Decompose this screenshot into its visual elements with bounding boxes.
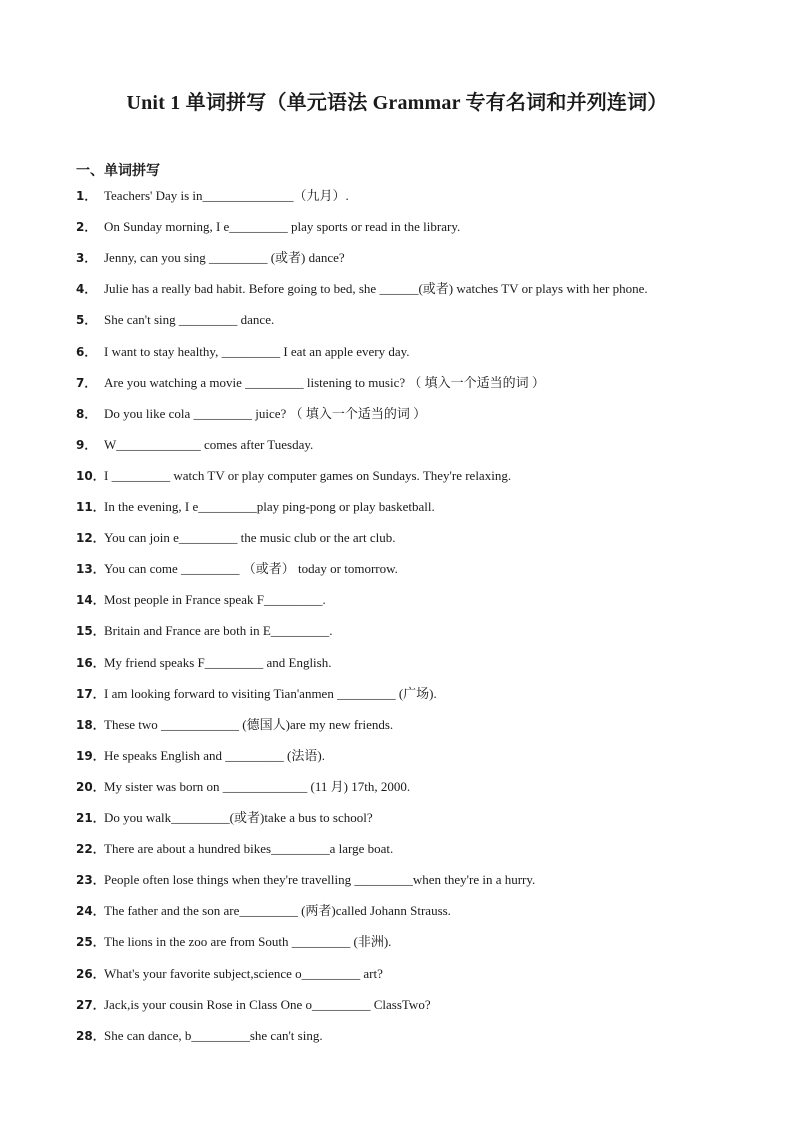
question-item [76, 466, 511, 486]
question-item [76, 373, 545, 393]
question-text: Britain and France are both in E_________. [104, 623, 333, 638]
question-text: Most people in France speak F_________. [104, 592, 326, 607]
question-item [76, 528, 396, 548]
question-number: 16． [76, 656, 105, 670]
question-text: You can join e_________ the music club or the art club. [104, 530, 396, 545]
question-text: W_____________ comes after Tuesday. [104, 437, 314, 452]
question-item [76, 279, 648, 299]
question-number: 12． [76, 531, 105, 545]
question-number: 4． [76, 282, 97, 296]
question-number: 13． [76, 562, 105, 576]
question-item [76, 995, 431, 1015]
question-text: The father and the son are_________ (两者)called Johann Strauss. [104, 903, 451, 918]
question-text: On Sunday morning, I e_________ play sports or read in the library. [104, 219, 461, 234]
question-item [76, 217, 460, 237]
question-text: Are you watching a movie _________ listening to music? （ 填入一个适当的词 ） [104, 375, 545, 390]
question-text: These two ____________ (德国人)are my new friends. [104, 717, 394, 732]
question-text: I want to stay healthy, _________ I eat an apple every day. [104, 344, 410, 359]
question-item [76, 653, 331, 673]
question-text: Do you walk_________(或者)take a bus to school? [104, 810, 373, 825]
question-text: Teachers' Day is in______________（九月）. [104, 188, 349, 203]
question-item [76, 404, 426, 424]
question-number: 1． [76, 189, 97, 203]
question-item [76, 746, 325, 766]
question-item [76, 870, 535, 890]
question-item [76, 964, 383, 984]
question-item [76, 590, 326, 610]
question-text: She can dance, b_________she can't sing. [104, 1028, 323, 1043]
question-number: 14． [76, 593, 105, 607]
question-text: The lions in the zoo are from South _________ (非洲). [104, 934, 392, 949]
question-item [76, 310, 274, 330]
question-text: Julie has a really bad habit. Before going to bed, she ______(或者) watches TV or plays with her phone. [104, 281, 648, 296]
question-item [76, 497, 435, 517]
question-number: 25． [76, 935, 105, 949]
question-item [76, 186, 349, 206]
question-text: Jack,is your cousin Rose in Class One o_________ ClassTwo? [104, 997, 431, 1012]
question-number: 23． [76, 873, 105, 887]
question-text: My sister was born on _____________ (11 月) 17th, 2000. [104, 779, 411, 794]
question-text: There are about a hundred bikes_________a large boat. [104, 841, 394, 856]
question-item [76, 715, 393, 735]
question-number: 5． [76, 313, 97, 327]
question-text: I _________ watch TV or play computer games on Sundays. They're relaxing. [104, 468, 512, 483]
question-item [76, 808, 373, 828]
question-item [76, 248, 345, 268]
question-text: Jenny, can you sing _________ (或者) dance? [104, 250, 345, 265]
question-item [76, 1026, 323, 1046]
question-text: He speaks English and _________ (法语). [104, 748, 325, 763]
question-item [76, 342, 410, 362]
question-item [76, 901, 451, 921]
question-number: 11． [76, 500, 105, 514]
question-item [76, 777, 410, 797]
question-text: People often lose things when they're travelling _________when they're in a hurry. [104, 872, 536, 887]
question-item [76, 621, 333, 641]
question-text: In the evening, I e_________play ping-pong or play basketball. [104, 499, 435, 514]
question-number: 17． [76, 687, 105, 701]
question-number: 7． [76, 376, 97, 390]
question-number: 2． [76, 220, 97, 234]
question-number: 18． [76, 718, 105, 732]
question-number: 27． [76, 998, 105, 1012]
question-item [76, 684, 437, 704]
question-number: 21． [76, 811, 105, 825]
question-number: 22． [76, 842, 105, 856]
question-number: 15． [76, 624, 105, 638]
question-text: What's your favorite subject,science o_________ art? [104, 966, 383, 981]
question-number: 9． [76, 438, 97, 452]
question-text: Do you like cola _________ juice? （ 填入一个适当的词 ） [104, 406, 427, 421]
question-item [76, 839, 393, 859]
question-number: 26． [76, 967, 105, 981]
question-item [76, 559, 398, 579]
question-number: 10． [76, 469, 105, 483]
question-number: 8． [76, 407, 97, 421]
question-text: She can't sing _________ dance. [104, 312, 275, 327]
question-number: 19． [76, 749, 105, 763]
question-item [76, 435, 313, 455]
question-text: My friend speaks F_________ and English. [104, 655, 332, 670]
question-number: 24． [76, 904, 105, 918]
page-title: Unit 1 单词拼写（单元语法 Grammar 专有名词和并列连词） [126, 92, 668, 114]
question-number: 6． [76, 345, 97, 359]
question-text: You can come _________ （或者） today or tomorrow. [104, 561, 398, 576]
question-number: 3． [76, 251, 97, 265]
question-number: 20． [76, 780, 105, 794]
section-heading: 一、单词拼写 [76, 163, 160, 179]
question-item [76, 932, 391, 952]
question-number: 28． [76, 1029, 105, 1043]
question-text: I am looking forward to visiting Tian'anmen _________ (广场). [104, 686, 437, 701]
